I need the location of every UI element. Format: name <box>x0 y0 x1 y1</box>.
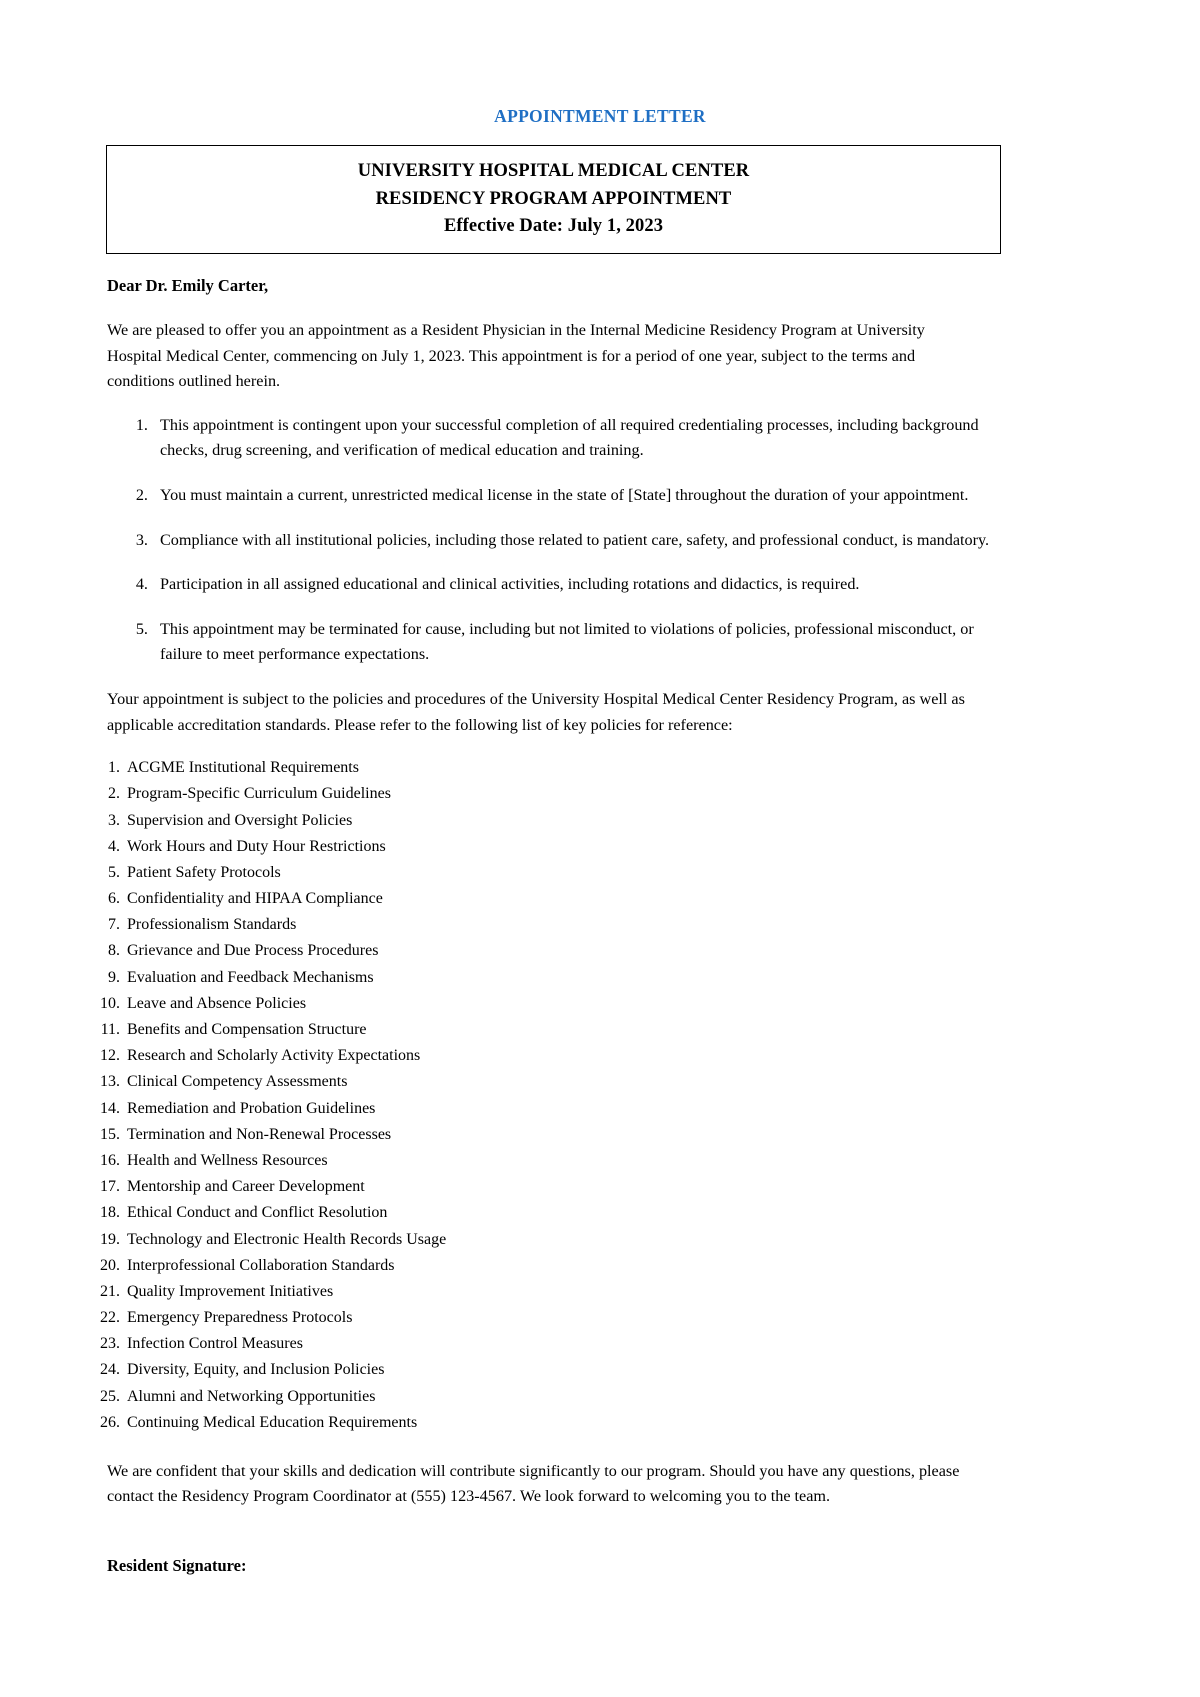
policy-item-number: 7. <box>108 916 120 934</box>
policy-list-item <box>0 970 1200 986</box>
policy-list-item <box>0 1127 1200 1143</box>
policy-list-item <box>0 1153 1200 1169</box>
policy-item-number: 8. <box>108 942 120 960</box>
policy-item-number: 13. <box>100 1073 120 1091</box>
policy-item-number: 4. <box>108 837 120 855</box>
policy-list-item <box>0 760 1200 776</box>
policy-item-number: 17. <box>100 1178 120 1196</box>
policy-item-label: Benefits and Compensation Structure <box>127 1021 367 1038</box>
policy-item-label: Quality Improvement Initiatives <box>127 1282 334 1300</box>
policy-item-label: Termination and Non-Renewal Processes <box>127 1125 392 1143</box>
policy-item-number: 16. <box>100 1151 120 1169</box>
policy-item-number: 9. <box>108 968 120 986</box>
policy-item-label: Diversity, Equity, and Inclusion Policies <box>127 1361 385 1379</box>
policies-intro-paragraph: Your appointment is subject to the policies and procedures of the University Hospital Medical Center Residency Program, as well as applicable accreditation standards. Please refer to the following list of key policies for reference: <box>107 689 965 734</box>
policy-item-label: Remediation and Probation Guidelines <box>127 1099 376 1117</box>
policy-item-number: 11. <box>100 1021 120 1038</box>
terms-list-item: 5. This appointment may be terminated for cause, including but not limited to violations of policies, professional misconduct, or failure to meet performance expectations. <box>152 617 998 668</box>
policy-item-label: Program-Specific Curriculum Guidelines <box>127 785 391 803</box>
policy-list-item <box>0 1205 1200 1221</box>
policy-item-label: Grievance and Due Process Procedures <box>127 942 379 960</box>
policy-item-number: 24. <box>100 1361 120 1379</box>
policy-item-label: Patient Safety Protocols <box>127 863 281 881</box>
policy-item-label: Confidentiality and HIPAA Compliance <box>127 890 383 908</box>
policy-item-label: Research and Scholarly Activity Expectations <box>127 1047 421 1065</box>
policy-list <box>0 760 1200 1431</box>
policy-list-item <box>0 1074 1200 1090</box>
closing-paragraph: We are confident that your skills and dedication will contribute significantly to our program. Should you have any questions, please contact the Residency Program Coordinator at (555) 123-4567. We look forward to welcoming you to the team. <box>107 1461 960 1506</box>
policy-item-number: 3. <box>108 811 120 829</box>
policy-item-label: Ethical Conduct and Conflict Resolution <box>127 1204 388 1222</box>
policy-list-item <box>0 1362 1200 1378</box>
policy-list-item <box>0 1284 1200 1300</box>
policy-item-number: 15. <box>100 1125 120 1143</box>
policy-item-number: 5. <box>108 863 120 881</box>
policy-item-number: 18. <box>100 1204 120 1222</box>
policy-item-number: 26. <box>100 1413 120 1431</box>
policy-list-item <box>0 1389 1200 1405</box>
header-box <box>106 145 1001 254</box>
policy-item-number: 6. <box>108 890 120 908</box>
terms-list-item: 4. Participation in all assigned educational and clinical activities, including rotations and didactics, is required. <box>152 572 998 598</box>
policy-list-item <box>0 1258 1200 1274</box>
policy-item-label: Emergency Preparedness Protocols <box>127 1309 353 1327</box>
policy-item-label: Technology and Electronic Health Records Usage <box>127 1230 447 1248</box>
header-program-name: RESIDENCY PROGRAM APPOINTMENT <box>375 188 732 209</box>
policy-list-item <box>0 1179 1200 1195</box>
policy-item-number: 19. <box>100 1230 120 1248</box>
policy-item-number: 2. <box>108 785 120 803</box>
policy-item-label: Mentorship and Career Development <box>127 1178 365 1196</box>
policy-list-item <box>0 917 1200 933</box>
intro-paragraph: We are pleased to offer you an appointment as a Resident Physician in the Internal Medicine Residency Program at University Hospital Medical Center, commencing on July 1, 2023. This appointment is for a period of one year, subject to the terms and conditions outlined herein. <box>107 321 925 391</box>
policy-item-number: 1. <box>108 759 120 777</box>
policy-item-label: Work Hours and Duty Hour Restrictions <box>127 837 386 855</box>
policy-list-item <box>0 1048 1200 1064</box>
page-title: APPOINTMENT LETTER <box>494 106 706 126</box>
policy-item-label: Leave and Absence Policies <box>127 994 307 1012</box>
terms-list <box>0 413 998 668</box>
policy-item-number: 21. <box>100 1282 120 1300</box>
policy-item-number: 23. <box>100 1335 120 1353</box>
salutation: Dear Dr. Emily Carter, <box>107 276 269 295</box>
policy-item-number: 20. <box>100 1256 120 1274</box>
policy-item-label: ACGME Institutional Requirements <box>127 759 359 777</box>
policy-item-number: 25. <box>100 1387 120 1405</box>
policy-list-item <box>0 1310 1200 1326</box>
terms-list-item: 3. Compliance with all institutional policies, including those related to patient care, safety, and professional conduct, is mandatory. <box>152 528 998 554</box>
policy-item-number: 14. <box>100 1099 120 1117</box>
policy-item-number: 10. <box>100 994 120 1012</box>
policy-list-item <box>0 1232 1200 1248</box>
terms-list-item: 2. You must maintain a current, unrestricted medical license in the state of [State] throughout the duration of your appointment. <box>152 483 998 509</box>
policy-list-item <box>0 1336 1200 1352</box>
document-body <box>0 276 1200 1576</box>
policy-item-label: Interprofessional Collaboration Standards <box>127 1256 395 1274</box>
policy-item-label: Infection Control Measures <box>127 1335 303 1353</box>
policy-list-item <box>0 996 1200 1012</box>
header-effective-date: Effective Date: July 1, 2023 <box>443 216 664 237</box>
policy-list-item <box>0 943 1200 959</box>
policy-list-item <box>0 1101 1200 1117</box>
policy-item-label: Evaluation and Feedback Mechanisms <box>127 968 374 986</box>
policy-item-number: 22. <box>100 1309 120 1327</box>
policy-item-label: Clinical Competency Assessments <box>127 1073 348 1091</box>
policy-list-item <box>0 865 1200 881</box>
policy-list-item <box>0 813 1200 829</box>
policy-list-item <box>0 786 1200 802</box>
terms-list-item: 1. This appointment is contingent upon your successful completion of all required credentialing processes, including background checks, drug screening, and verification of medical education and training. <box>152 413 998 464</box>
resident-signature-label: Resident Signature: <box>107 1556 247 1575</box>
policy-item-label: Alumni and Networking Opportunities <box>127 1387 376 1405</box>
policy-item-label: Health and Wellness Resources <box>127 1151 328 1169</box>
policy-list-item <box>0 1022 1200 1038</box>
policy-list-item <box>0 1415 1200 1431</box>
policy-list-item <box>0 891 1200 907</box>
policy-item-number: 12. <box>100 1047 120 1065</box>
policy-item-label: Supervision and Oversight Policies <box>127 811 353 829</box>
policy-list-item <box>0 839 1200 855</box>
policy-item-label: Professionalism Standards <box>127 916 297 934</box>
policy-item-label: Continuing Medical Education Requirements <box>127 1413 418 1431</box>
header-institution-name: UNIVERSITY HOSPITAL MEDICAL CENTER <box>357 161 750 182</box>
